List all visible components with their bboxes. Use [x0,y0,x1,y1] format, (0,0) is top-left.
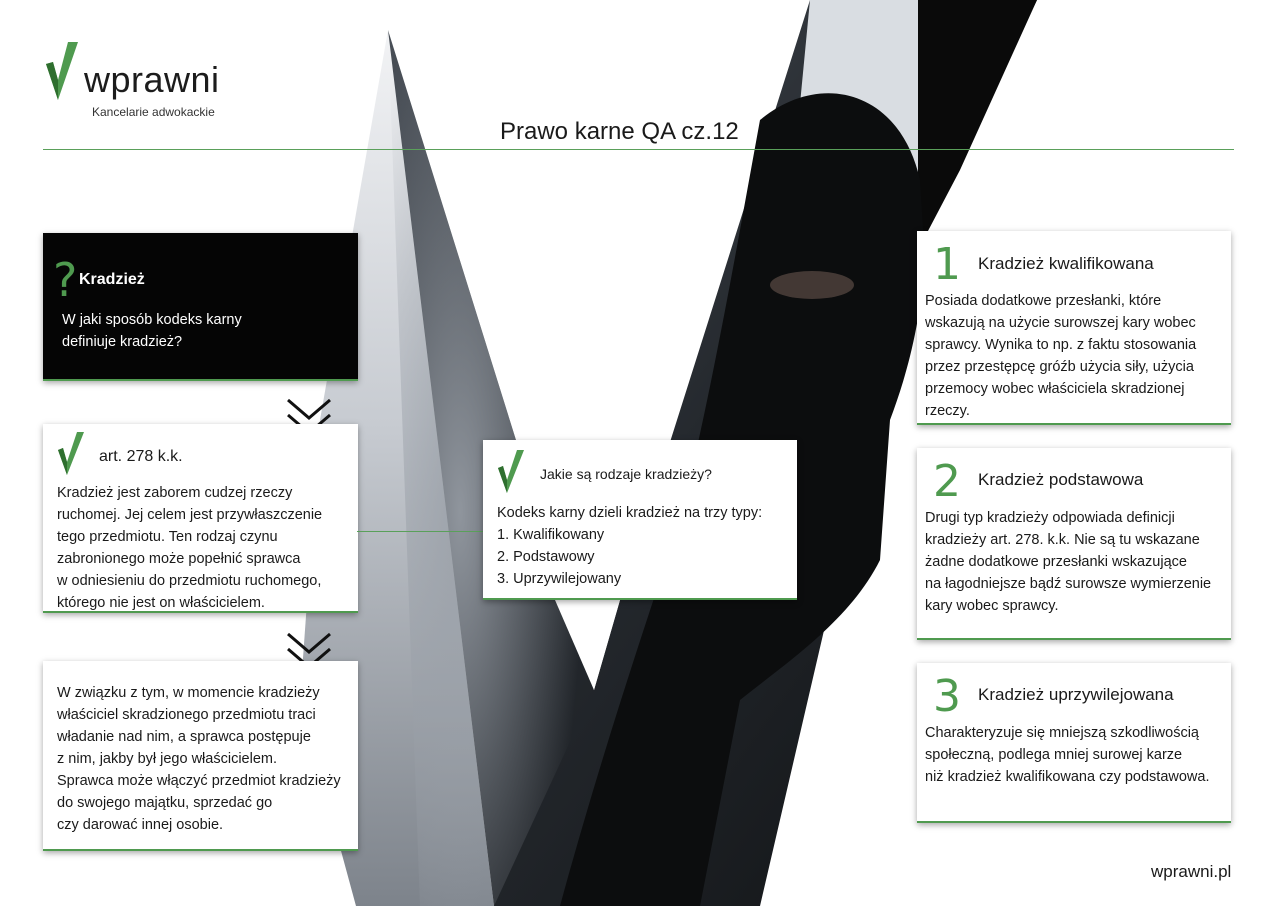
question-line: definiuje kradzież? [62,334,183,350]
question-card-title: Kradzież [79,271,145,288]
type-text [925,722,1229,788]
type-title: Kradzież podstawowa [978,470,1144,489]
type-card-2 [917,448,1231,640]
type-number: 1 [933,239,961,290]
text-line: tego przedmiotu. Ten rodzaj czynu [57,529,278,545]
type-text [925,290,1227,422]
footer-website-link[interactable]: wprawni.pl [1151,862,1232,881]
type-text [925,507,1229,617]
question-line: W jaki sposób kodeks karny [62,312,242,328]
consequence-card [43,661,358,851]
text-line: kary wobec sprawcy. [925,598,1059,614]
definition-card-text [57,482,352,614]
text-line: ruchomej. Jej celem jest przywłaszczenie [57,507,323,523]
definition-card-title: art. 278 k.k. [99,448,183,465]
text-line: sprawcy. Wynika to np. z faktu stosowania [925,337,1197,353]
brand-logo-text[interactable]: wprawni [84,59,220,100]
text-line: do swojego majątku, sprzedać go [57,795,273,811]
text-line: społeczną, podlega mniej surowej karze [925,747,1183,763]
text-line: na łagodniejsze bądź surowsze wymierzenie [925,576,1212,592]
text-line: niż kradzież kwalifikowana czy podstawowa. [925,769,1210,785]
text-line: w odniesieniu do przedmiotu ruchomego, [57,573,322,589]
checkmark-icon [57,432,85,476]
text-line: zabronionego może popełnić sprawca [57,551,301,567]
text-line: przez przestępcę gróźb użycia siły, użycia [925,359,1194,375]
text-line: żadne dodatkowe przesłanki wskazujące [925,554,1187,570]
question-card-text [62,309,322,353]
connector-line [357,531,483,532]
checkmark-icon [497,450,525,494]
types-list-item: 2. Podstawowy [497,549,595,565]
types-card-title: Jakie są rodzaje kradzieży? [540,466,712,482]
consequence-card-text [57,682,355,836]
text-line: Charakteryzuje się mniejszą szkodliwością [925,725,1199,741]
types-card [483,440,797,600]
text-line: właściciel skradzionego przedmiotu traci [57,707,316,723]
types-list-item: 3. Uprzywilejowany [497,571,622,587]
text-line: Posiada dodatkowe przesłanki, które [925,293,1162,309]
text-line: kradzieży art. 278. k.k. Nie są tu wskazane [925,532,1200,548]
question-mark-icon: ? [53,253,78,307]
text-line: Sprawca może włączyć przedmiot kradzieży [57,773,341,789]
text-line: W związku z tym, w momencie kradzieży [57,685,320,701]
title-divider [43,149,1234,150]
text-line: z nim, jakby był jego właścicielem. [57,751,277,767]
text-line: Drugi typ kradzieży odpowiada definicji [925,510,1175,526]
text-line: Kradzież jest zaborem cudzej rzeczy [57,485,293,501]
question-card [43,233,358,381]
types-card-text [497,502,787,590]
type-number: 2 [933,456,961,507]
page-title: Prawo karne QA cz.12 [500,118,739,145]
brand-logo-mark-icon [44,42,80,102]
text-line: czy darować innej osobie. [57,817,224,833]
text-line: wskazują na użycie surowszej kary wobec [925,315,1196,331]
type-title: Kradzież uprzywilejowana [978,685,1174,704]
type-number: 3 [933,671,961,722]
types-list-item: 1. Kwalifikowany [497,527,605,543]
text-line: władanie nad nim, a sprawca postępuje [57,729,311,745]
text-line: którego nie jest on właścicielem. [57,595,265,611]
types-intro: Kodeks karny dzieli kradzież na trzy typy: [497,505,763,521]
text-line: przemocy wobec właściciela skradzionej [925,381,1185,397]
definition-card [43,424,358,613]
type-title: Kradzież kwalifikowana [978,254,1154,273]
type-card-3 [917,663,1231,823]
text-line: rzeczy. [925,403,970,419]
type-card-1 [917,231,1231,425]
brand-tagline: Kancelarie adwokackie [92,105,215,119]
